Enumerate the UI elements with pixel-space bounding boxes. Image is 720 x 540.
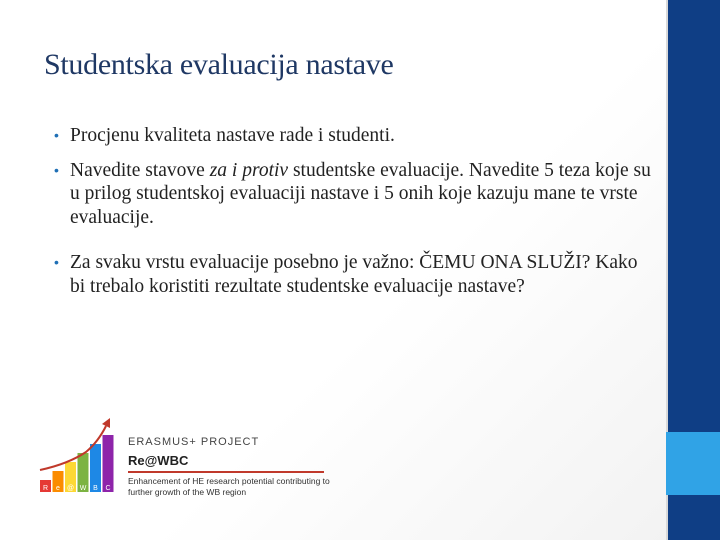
bullet-item	[54, 251, 654, 298]
logo-bar	[103, 435, 114, 492]
logo-bar-letter: W	[79, 485, 87, 492]
logo-bar-letter: e	[56, 485, 60, 492]
logo-bar-letter: B	[93, 485, 98, 492]
bullet-text-pre: Navedite stavove	[70, 159, 210, 181]
bullet-item	[54, 159, 654, 230]
logo-bar-letter: R	[42, 485, 49, 492]
logo-divider	[128, 471, 324, 473]
bullet-text: Procjenu kvaliteta nastave rade i studenti.	[70, 125, 395, 146]
logo-bar-chart	[40, 435, 114, 492]
bullet-icon: •	[54, 161, 59, 178]
project-description: Enhancement of HE research potential contributing to further growth of the WB region	[128, 476, 330, 497]
project-name: Re@WBC	[128, 453, 189, 468]
erasmus-label: ERASMUS+ PROJECT	[128, 436, 260, 448]
bullet-text-post: studentske evaluacije. Navedite 5 teza koje su u prilog studentskoj evaluaciji nastave i 5 onih koje kazuju mane te vrste evaluacije.	[70, 159, 651, 228]
logo-bar-letter: @	[66, 485, 75, 492]
bullet-item	[54, 124, 654, 148]
bullet-list	[54, 124, 654, 298]
slide-title: Studentska evaluacija nastave	[44, 48, 394, 81]
bullet-text: Za svaku vrstu evaluacije posebno je važno: ČEMU ONA SLUŽI? Kako bi trebalo koristiti rezultate studentske evaluacije nastave?	[70, 252, 638, 297]
right-sidebar-band	[666, 0, 720, 540]
bullet-icon: •	[54, 127, 59, 143]
logo-bar-letter: C	[105, 485, 111, 492]
bullet-text-emphasis: za i protiv	[209, 159, 289, 181]
bullet-icon: •	[54, 254, 59, 270]
sidebar-accent-block	[666, 432, 720, 495]
